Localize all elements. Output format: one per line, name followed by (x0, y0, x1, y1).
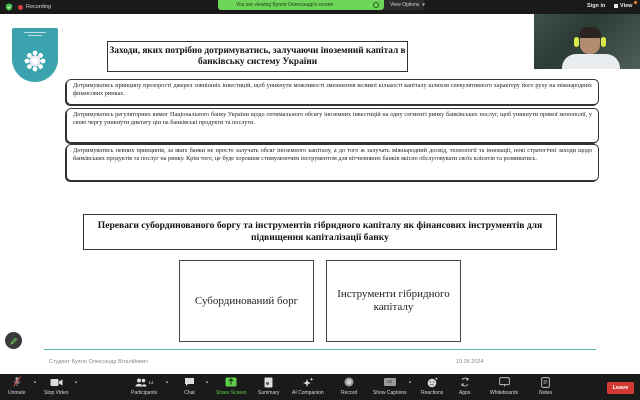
captions-badge: CC (387, 380, 393, 384)
chevron-down-icon: ▾ (422, 2, 425, 8)
hybrid-capital-box (326, 260, 461, 342)
notification-badge (634, 1, 637, 4)
notes-icon (541, 377, 550, 388)
slide-title-2-text: Переваги субординованого боргу та інструментів гібридного капіталу як фінансових інструментів для підвищення капіталізації банку (97, 220, 543, 243)
share-screen-icon (225, 377, 237, 387)
top-bar (0, 0, 640, 14)
screen-share-banner-text: You are viewing Буяло Олександр's screen (236, 2, 334, 8)
recording-label: Recording (26, 4, 52, 10)
recording-indicator[interactable] (18, 2, 51, 12)
record-button[interactable] (341, 376, 357, 396)
pencil-icon (10, 337, 18, 345)
show-captions-button[interactable] (373, 376, 407, 396)
whiteboards-button[interactable] (490, 376, 518, 396)
participants-count: 14 (148, 379, 154, 385)
video-options-caret[interactable]: ▲ (74, 379, 78, 384)
footer-student-name: Студент Буяло Олександр Віталійович (49, 359, 148, 365)
stop-video-label: Stop Video (44, 390, 69, 396)
meeting-toolbar (0, 374, 640, 400)
captions-caret[interactable]: ▲ (408, 379, 412, 384)
university-logo (12, 28, 58, 82)
record-label: Record (341, 390, 358, 396)
subordinated-debt-box (179, 260, 314, 342)
participants-icon (135, 378, 147, 387)
headphones-right (601, 37, 606, 47)
banner-info-icon[interactable] (373, 2, 379, 8)
unmute-label: Unmute (8, 390, 26, 396)
logo-lettering: ▬▬▬▬▬▬▬▬▬ ▬▬▬▬▬▬ (24, 31, 46, 37)
footer-date: 19.06.2024 (456, 359, 484, 365)
measure-card-2-text: Дотримуватись регуляторних вимог Національного банку України щодо оптимального обсягу іноземних інвестицій на одну сегменті ринку банківських послуг, щоб уникнути прямої монополії, у свою чергу уникнути диктату ціи на банківські продукти та послуги. (73, 111, 592, 126)
participant-body (562, 54, 620, 69)
whiteboards-icon (499, 377, 510, 387)
sign-in-button[interactable]: Sign in (587, 3, 606, 9)
microphone-muted-icon (12, 376, 22, 388)
whiteboards-label: Whiteboards (490, 390, 519, 396)
record-icon (344, 377, 354, 387)
measure-card-2 (66, 108, 599, 143)
reactions-button[interactable] (421, 376, 443, 396)
subordinated-debt-label: Субординований борг (194, 294, 299, 307)
leave-label: Leave (612, 385, 629, 391)
ai-companion-icon (302, 377, 314, 388)
measure-card-1 (66, 79, 599, 105)
notes-button[interactable] (539, 376, 552, 396)
participants-caret[interactable]: ▲ (165, 379, 169, 384)
slide-title-2 (83, 214, 557, 250)
stop-video-button[interactable] (44, 376, 68, 396)
audio-options-caret[interactable]: ▲ (33, 379, 37, 384)
chat-caret[interactable]: ▲ (205, 379, 209, 384)
notes-label: Notes (539, 390, 553, 396)
measure-card-3-text: Дотримуватись певних принципів, за яких банки не просто залучать обсяг іноземного капіталу, а до того ж залучать міжнародний досвід, технології та інновації, нові стратегічні заходи щодо банківських продуктів та послуг на ринку. Крім того, це буде хорошим стимулюючим інструментом для вітчизняних банків якісно обслуговувати своїх клієнтів та розвиватись. (73, 147, 592, 162)
chat-icon (184, 377, 195, 387)
view-grid-icon (614, 4, 618, 8)
measure-card-3 (66, 144, 599, 181)
participant-video-tile[interactable] (534, 14, 640, 69)
headphones-icon (574, 37, 579, 47)
chat-button[interactable] (184, 376, 195, 396)
view-options-label: View Options (390, 2, 420, 8)
ai-companion-button[interactable] (292, 376, 324, 396)
view-button[interactable] (614, 3, 632, 9)
recording-dot-icon (18, 5, 23, 10)
apps-icon (460, 377, 470, 387)
participant-hair (579, 27, 601, 38)
apps-label: Apps (459, 390, 471, 396)
hybrid-capital-label: Інструменти гібридного капіталу (337, 288, 450, 313)
leave-button[interactable] (607, 382, 634, 394)
participants-label: Participants (131, 390, 158, 396)
flower-emblem-icon (24, 50, 46, 72)
participants-button[interactable] (131, 376, 157, 396)
video-camera-icon (50, 378, 63, 387)
summary-icon (264, 377, 273, 388)
slide-title-1-text: Заходи, яких потрібно дотримуватись, залучаючи іноземний капітал в банківську систему України (109, 45, 406, 67)
view-label: View (620, 3, 633, 9)
security-shield-icon[interactable] (5, 3, 13, 11)
captions-icon (384, 378, 396, 386)
slide-title-1 (107, 41, 408, 72)
unmute-button[interactable] (8, 376, 26, 396)
annotate-button[interactable] (5, 332, 22, 349)
summary-label: Summary (258, 390, 280, 396)
apps-button[interactable] (459, 376, 470, 396)
ai-companion-label: AI Companion (292, 390, 324, 396)
summary-button[interactable] (258, 376, 279, 396)
share-screen-button[interactable] (216, 376, 247, 396)
reactions-label: Reactions (421, 390, 444, 396)
measure-card-1-text: Дотримуватись принципу прозорості джерел зовнішніх інвестицій, щоб уникнути можливості зменшення великої кількості капіталу шляхом спекулятивного характеру його руху на міжнародних фінансових ринках. (73, 82, 592, 97)
footer-divider (44, 349, 596, 350)
show-captions-label: Show Captions (373, 390, 407, 396)
screen-share-banner (218, 0, 384, 10)
view-options-button[interactable] (384, 0, 424, 10)
reactions-icon (427, 377, 438, 388)
share-screen-label: Share Screen (216, 390, 247, 396)
chat-label: Chat (184, 390, 195, 396)
